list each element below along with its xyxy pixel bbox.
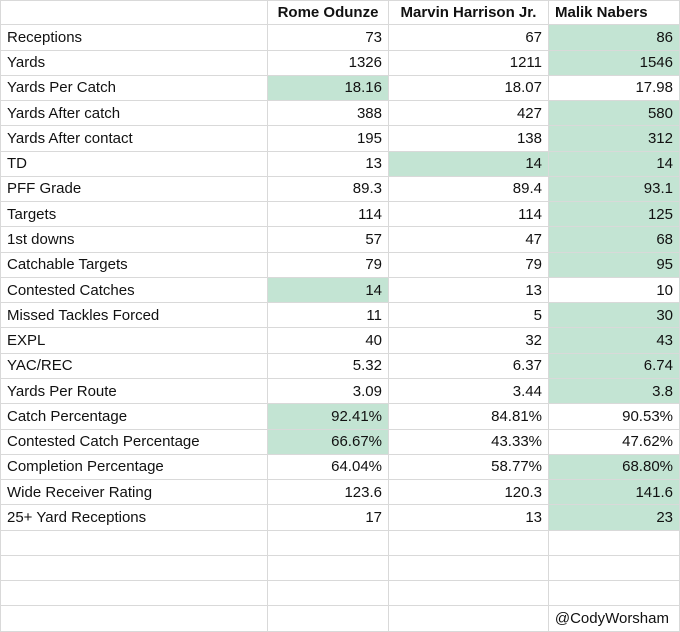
header-player-3[interactable]: Malik Nabers xyxy=(549,0,680,25)
stat-cell-player-3[interactable]: 312 xyxy=(549,126,680,151)
stat-cell-player-2[interactable]: 58.77% xyxy=(389,455,549,480)
row-label[interactable]: Yards xyxy=(0,51,268,76)
empty-cell[interactable] xyxy=(268,581,389,606)
stat-cell-player-2[interactable]: 3.44 xyxy=(389,379,549,404)
row-label[interactable]: 25+ Yard Receptions xyxy=(0,505,268,530)
stat-cell-player-2[interactable]: 43.33% xyxy=(389,430,549,455)
row-label[interactable]: Yards Per Catch xyxy=(0,76,268,101)
stat-cell-player-2[interactable]: 84.81% xyxy=(389,404,549,429)
stat-cell-player-1[interactable]: 73 xyxy=(268,25,389,50)
row-label[interactable]: PFF Grade xyxy=(0,177,268,202)
stat-cell-player-1[interactable]: 57 xyxy=(268,227,389,252)
row-label[interactable]: Yards After catch xyxy=(0,101,268,126)
stat-cell-player-3[interactable]: 93.1 xyxy=(549,177,680,202)
row-label[interactable]: Catchable Targets xyxy=(0,253,268,278)
row-label[interactable]: TD xyxy=(0,152,268,177)
stat-cell-player-2[interactable]: 114 xyxy=(389,202,549,227)
row-label[interactable]: Yards Per Route xyxy=(0,379,268,404)
empty-cell[interactable] xyxy=(389,556,549,581)
stat-cell-player-3[interactable]: 6.74 xyxy=(549,354,680,379)
stat-cell-player-3[interactable]: 10 xyxy=(549,278,680,303)
stat-cell-player-1[interactable]: 40 xyxy=(268,328,389,353)
row-label[interactable]: Completion Percentage xyxy=(0,455,268,480)
stat-cell-player-3[interactable]: 125 xyxy=(549,202,680,227)
stat-cell-player-1[interactable]: 64.04% xyxy=(268,455,389,480)
row-label[interactable]: Catch Percentage xyxy=(0,404,268,429)
stat-cell-player-3[interactable]: 30 xyxy=(549,303,680,328)
stat-cell-player-2[interactable]: 13 xyxy=(389,278,549,303)
stat-cell-player-3[interactable]: 3.8 xyxy=(549,379,680,404)
stat-cell-player-2[interactable]: 47 xyxy=(389,227,549,252)
empty-cell[interactable] xyxy=(389,606,549,631)
stat-cell-player-1[interactable]: 195 xyxy=(268,126,389,151)
empty-cell[interactable] xyxy=(549,556,680,581)
empty-cell[interactable] xyxy=(268,531,389,556)
stat-cell-player-2[interactable]: 32 xyxy=(389,328,549,353)
stat-cell-player-2[interactable]: 67 xyxy=(389,25,549,50)
stat-cell-player-2[interactable]: 6.37 xyxy=(389,354,549,379)
stat-cell-player-2[interactable]: 120.3 xyxy=(389,480,549,505)
stat-cell-player-1[interactable]: 13 xyxy=(268,152,389,177)
stat-cell-player-3[interactable]: 1546 xyxy=(549,51,680,76)
row-label[interactable]: Receptions xyxy=(0,25,268,50)
row-label[interactable]: EXPL xyxy=(0,328,268,353)
stat-cell-player-2[interactable]: 18.07 xyxy=(389,76,549,101)
stat-cell-player-3[interactable]: 86 xyxy=(549,25,680,50)
stat-cell-player-1[interactable]: 388 xyxy=(268,101,389,126)
header-player-1[interactable]: Rome Odunze xyxy=(268,0,389,25)
empty-cell[interactable] xyxy=(549,581,680,606)
stat-cell-player-1[interactable]: 92.41% xyxy=(268,404,389,429)
stat-cell-player-1[interactable]: 123.6 xyxy=(268,480,389,505)
stat-cell-player-3[interactable]: 580 xyxy=(549,101,680,126)
stat-cell-player-1[interactable]: 3.09 xyxy=(268,379,389,404)
row-label[interactable]: Contested Catch Percentage xyxy=(0,430,268,455)
stat-cell-player-2[interactable]: 5 xyxy=(389,303,549,328)
stat-cell-player-3[interactable]: 43 xyxy=(549,328,680,353)
stat-cell-player-3[interactable]: 14 xyxy=(549,152,680,177)
empty-cell[interactable] xyxy=(268,556,389,581)
stat-cell-player-2[interactable]: 427 xyxy=(389,101,549,126)
header-player-2[interactable]: Marvin Harrison Jr. xyxy=(389,0,549,25)
stat-cell-player-1[interactable]: 114 xyxy=(268,202,389,227)
empty-cell[interactable] xyxy=(0,581,268,606)
row-label[interactable]: Missed Tackles Forced xyxy=(0,303,268,328)
stat-cell-player-1[interactable]: 18.16 xyxy=(268,76,389,101)
row-label[interactable]: YAC/REC xyxy=(0,354,268,379)
stat-cell-player-3[interactable]: 95 xyxy=(549,253,680,278)
stat-cell-player-1[interactable]: 5.32 xyxy=(268,354,389,379)
stat-cell-player-2[interactable]: 1211 xyxy=(389,51,549,76)
empty-cell[interactable] xyxy=(0,606,268,631)
stat-cell-player-3[interactable]: 17.98 xyxy=(549,76,680,101)
empty-cell[interactable] xyxy=(389,531,549,556)
stat-cell-player-2[interactable]: 138 xyxy=(389,126,549,151)
stat-cell-player-1[interactable]: 17 xyxy=(268,505,389,530)
stat-cell-player-3[interactable]: 47.62% xyxy=(549,430,680,455)
row-label[interactable]: Contested Catches xyxy=(0,278,268,303)
stat-cell-player-1[interactable]: 89.3 xyxy=(268,177,389,202)
stat-cell-player-3[interactable]: 23 xyxy=(549,505,680,530)
stat-cell-player-3[interactable]: 90.53% xyxy=(549,404,680,429)
row-label[interactable]: Targets xyxy=(0,202,268,227)
stat-cell-player-1[interactable]: 66.67% xyxy=(268,430,389,455)
header-corner-cell[interactable] xyxy=(0,0,268,25)
credit-text: @CodyWorsham xyxy=(549,606,680,631)
stat-cell-player-3[interactable]: 68.80% xyxy=(549,455,680,480)
empty-cell[interactable] xyxy=(0,531,268,556)
empty-cell[interactable] xyxy=(0,556,268,581)
row-label[interactable]: Wide Receiver Rating xyxy=(0,480,268,505)
row-label[interactable]: 1st downs xyxy=(0,227,268,252)
empty-cell[interactable] xyxy=(268,606,389,631)
stat-cell-player-1[interactable]: 79 xyxy=(268,253,389,278)
stat-cell-player-2[interactable]: 13 xyxy=(389,505,549,530)
stat-cell-player-1[interactable]: 14 xyxy=(268,278,389,303)
stat-cell-player-3[interactable]: 141.6 xyxy=(549,480,680,505)
stat-cell-player-2[interactable]: 89.4 xyxy=(389,177,549,202)
row-label[interactable]: Yards After contact xyxy=(0,126,268,151)
empty-cell[interactable] xyxy=(389,581,549,606)
stat-cell-player-1[interactable]: 11 xyxy=(268,303,389,328)
stat-cell-player-1[interactable]: 1326 xyxy=(268,51,389,76)
stat-cell-player-2[interactable]: 79 xyxy=(389,253,549,278)
stat-cell-player-2[interactable]: 14 xyxy=(389,152,549,177)
empty-cell[interactable] xyxy=(549,531,680,556)
stat-cell-player-3[interactable]: 68 xyxy=(549,227,680,252)
